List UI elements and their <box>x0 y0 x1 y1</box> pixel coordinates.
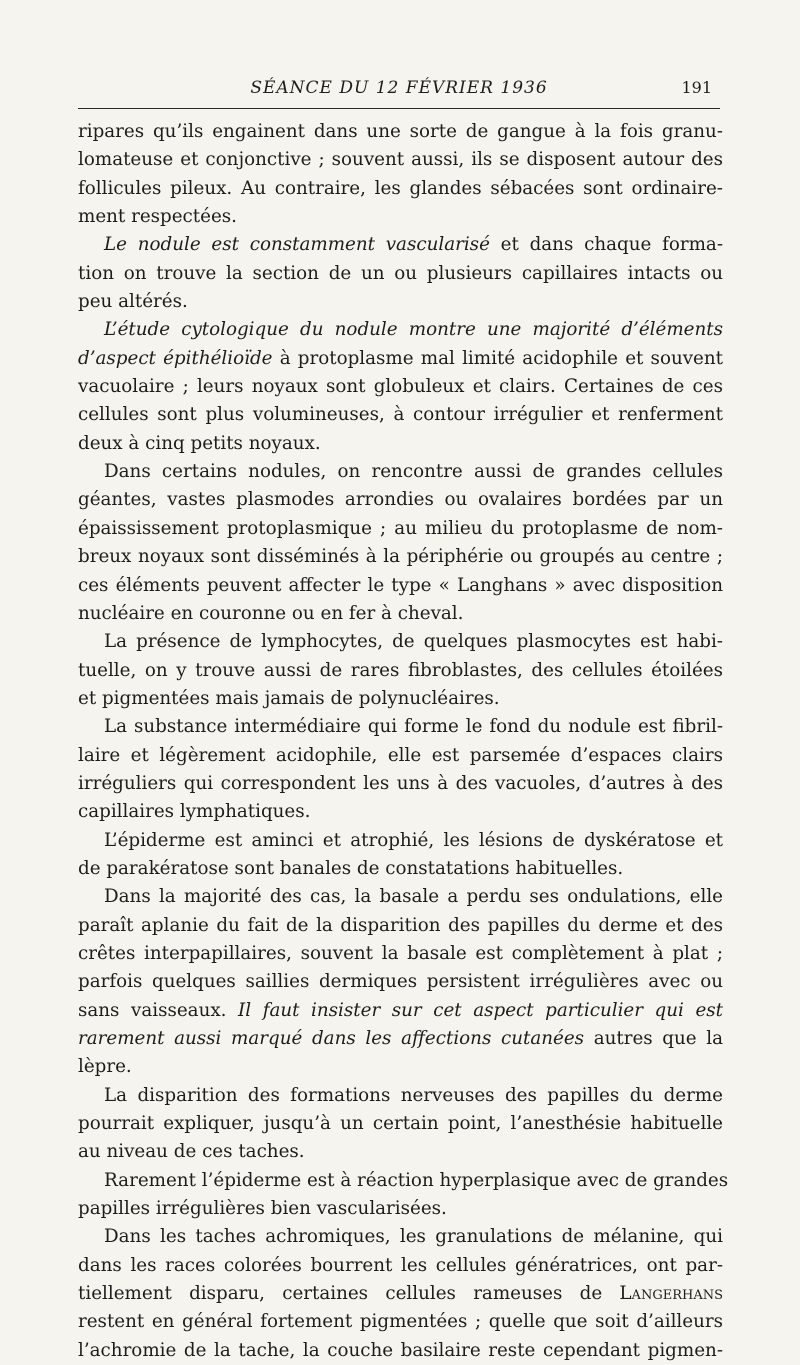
text-line <box>78 657 723 685</box>
text-segment: deux à cinq petits noyaux. <box>78 432 321 454</box>
text-segment: irréguliers qui correspondent les uns à des vacuoles, d’autres à des <box>78 772 723 794</box>
italic-text: Le nodule est constamment vascularisé <box>104 234 490 256</box>
text-line <box>78 827 723 855</box>
text-segment: autres que la <box>584 1028 723 1049</box>
text-segment: et pigmentées mais jamais de polynucléaires. <box>78 687 500 709</box>
italic-text: L’étude cytologique du nodule montre une majorité d’éléments <box>104 319 723 341</box>
running-head: SÉANCE DU 12 FÉVRIER 1936 <box>250 78 548 98</box>
text-segment: capillaires lymphatiques. <box>78 801 311 823</box>
text-segment: follicules pileux. Au contraire, les glandes sébacées sont ordinaire- <box>78 177 723 199</box>
text-segment: Dans la majorité des cas, la basale a perdu ses ondulations, elle <box>104 886 723 908</box>
text-line <box>78 600 723 628</box>
text-line <box>78 1223 723 1251</box>
text-segment: La présence de lymphocytes, de quelques plasmocytes est habi- <box>104 631 723 653</box>
text-segment: Dans les taches achromiques, les granulations de mélanine, qui <box>104 1226 723 1248</box>
text-line <box>78 1053 723 1081</box>
text-segment: cellules sont plus volumineuses, à contour irrégulier et renferment <box>78 404 723 426</box>
text-segment: et dans chaque forma- <box>489 234 723 256</box>
text-segment: dans les races colorées bourrent les cellules génératrices, ont par- <box>78 1254 723 1276</box>
text-segment: Dans certains nodules, on rencontre aussi de grandes cellules <box>104 461 723 483</box>
text-segment: ces éléments peuvent affecter le type « Langhans » avec disposition <box>78 574 723 596</box>
text-segment: ripares qu’ils engainent dans une sorte de gangue à la fois granu- <box>78 121 723 142</box>
text-line <box>78 515 723 543</box>
text-segment: sans vaisseaux. <box>78 999 239 1021</box>
text-line <box>78 742 723 770</box>
author-name: Langerhans <box>619 1283 723 1305</box>
text-line <box>78 713 723 741</box>
text-segment: lèpre. <box>78 1056 132 1078</box>
text-segment: vacuolaire ; leurs noyaux sont globuleux et clairs. Certaines de ces <box>78 376 723 398</box>
text-line <box>78 968 723 996</box>
text-segment: tion on trouve la section de un ou plusieurs capillaires intacts ou <box>78 262 723 284</box>
text-segment: à protoplasme mal limité acidophile et souvent <box>272 347 723 369</box>
text-segment: crêtes interpapillaires, souvent la basale est complètement à plat ; <box>78 942 723 964</box>
text-line <box>78 798 723 826</box>
text-line <box>78 572 723 600</box>
text-line <box>78 685 723 713</box>
text-line <box>78 203 723 231</box>
page-number: 191 <box>681 78 712 97</box>
text-line <box>78 1280 723 1308</box>
text-line <box>78 997 723 1025</box>
text-line <box>78 770 723 798</box>
text-segment: ment respectées. <box>78 206 237 228</box>
text-line <box>78 1082 723 1110</box>
text-line <box>78 458 723 486</box>
text-segment: restent en général fortement pigmentées ; quelle que soit d’ailleurs <box>78 1311 723 1333</box>
text-segment: Rarement l’épiderme est à réaction hyperplasique avec de grandes <box>104 1169 729 1191</box>
text-segment: pourrait expliquer, jusqu’à un certain point, l’anesthésie habituelle <box>78 1113 723 1135</box>
text-segment: lomateuse et conjonctive ; souvent aussi, ils se disposent autour des <box>78 149 723 171</box>
italic-text: d’aspect épithélioïde <box>78 347 273 369</box>
italic-text: Il faut insister sur cet aspect particulier qui est <box>238 999 723 1021</box>
text-line <box>78 486 723 514</box>
text-line <box>78 430 723 458</box>
text-line <box>78 1167 729 1195</box>
italic-text: rarement aussi marqué dans les affections cutanées <box>78 1028 585 1049</box>
text-line <box>78 118 723 146</box>
text-line <box>78 543 723 571</box>
text-line <box>78 373 723 401</box>
body-text <box>78 118 729 1365</box>
text-line <box>78 628 723 656</box>
text-segment: papilles irrégulières bien vascularisées. <box>78 1198 447 1220</box>
text-line <box>78 1138 723 1166</box>
text-line <box>78 345 723 373</box>
text-segment: La substance intermédiaire qui forme le fond du nodule est fibril- <box>104 716 723 738</box>
page-header <box>78 78 720 109</box>
text-line <box>78 231 723 259</box>
text-segment: épaississement protoplasmique ; au milieu du protoplasme de nom- <box>78 517 723 539</box>
text-line <box>78 1252 723 1280</box>
text-segment: géantes, vastes plasmodes arrondies ou ovalaires bordées par un <box>78 489 723 511</box>
text-line <box>78 316 723 344</box>
text-line <box>78 1337 723 1365</box>
text-line <box>78 260 723 288</box>
text-segment: tuelle, on y trouve aussi de rares fibroblastes, des cellules étoilées <box>78 659 723 681</box>
text-line <box>78 855 723 883</box>
text-line <box>78 1110 723 1138</box>
text-segment: La disparition des formations nerveuses des papilles du derme <box>104 1084 723 1106</box>
text-segment: au niveau de ces taches. <box>78 1141 305 1163</box>
text-segment: de parakératose sont banales de constatations habituelles. <box>78 857 624 879</box>
text-segment: peu altérés. <box>78 291 188 313</box>
text-segment: paraît aplanie du fait de la disparition des papilles du derme et des <box>78 914 723 936</box>
text-line <box>78 1308 723 1336</box>
text-line <box>78 940 723 968</box>
text-segment: parfois quelques saillies dermiques persistent irrégulières avec ou <box>78 971 723 993</box>
text-line <box>78 912 723 940</box>
text-segment: breux noyaux sont disséminés à la périphérie ou groupés au centre ; <box>78 546 723 568</box>
text-line <box>78 1025 723 1053</box>
text-line <box>78 146 723 174</box>
text-segment: L’épiderme est aminci et atrophié, les lésions de dyskératose et <box>104 829 723 851</box>
text-line <box>78 288 723 316</box>
text-line <box>78 175 723 203</box>
text-segment: laire et légèrement acidophile, elle est parsemée d’espaces clairs <box>78 744 723 766</box>
text-line <box>78 1195 723 1223</box>
text-segment: l’achromie de la tache, la couche basilaire reste cependant pigmen- <box>78 1339 723 1361</box>
text-segment: nucléaire en couronne ou en fer à cheval. <box>78 602 464 624</box>
text-segment: tiellement disparu, certaines cellules rameuses de <box>78 1283 620 1305</box>
text-line <box>78 883 723 911</box>
text-line <box>78 401 723 429</box>
